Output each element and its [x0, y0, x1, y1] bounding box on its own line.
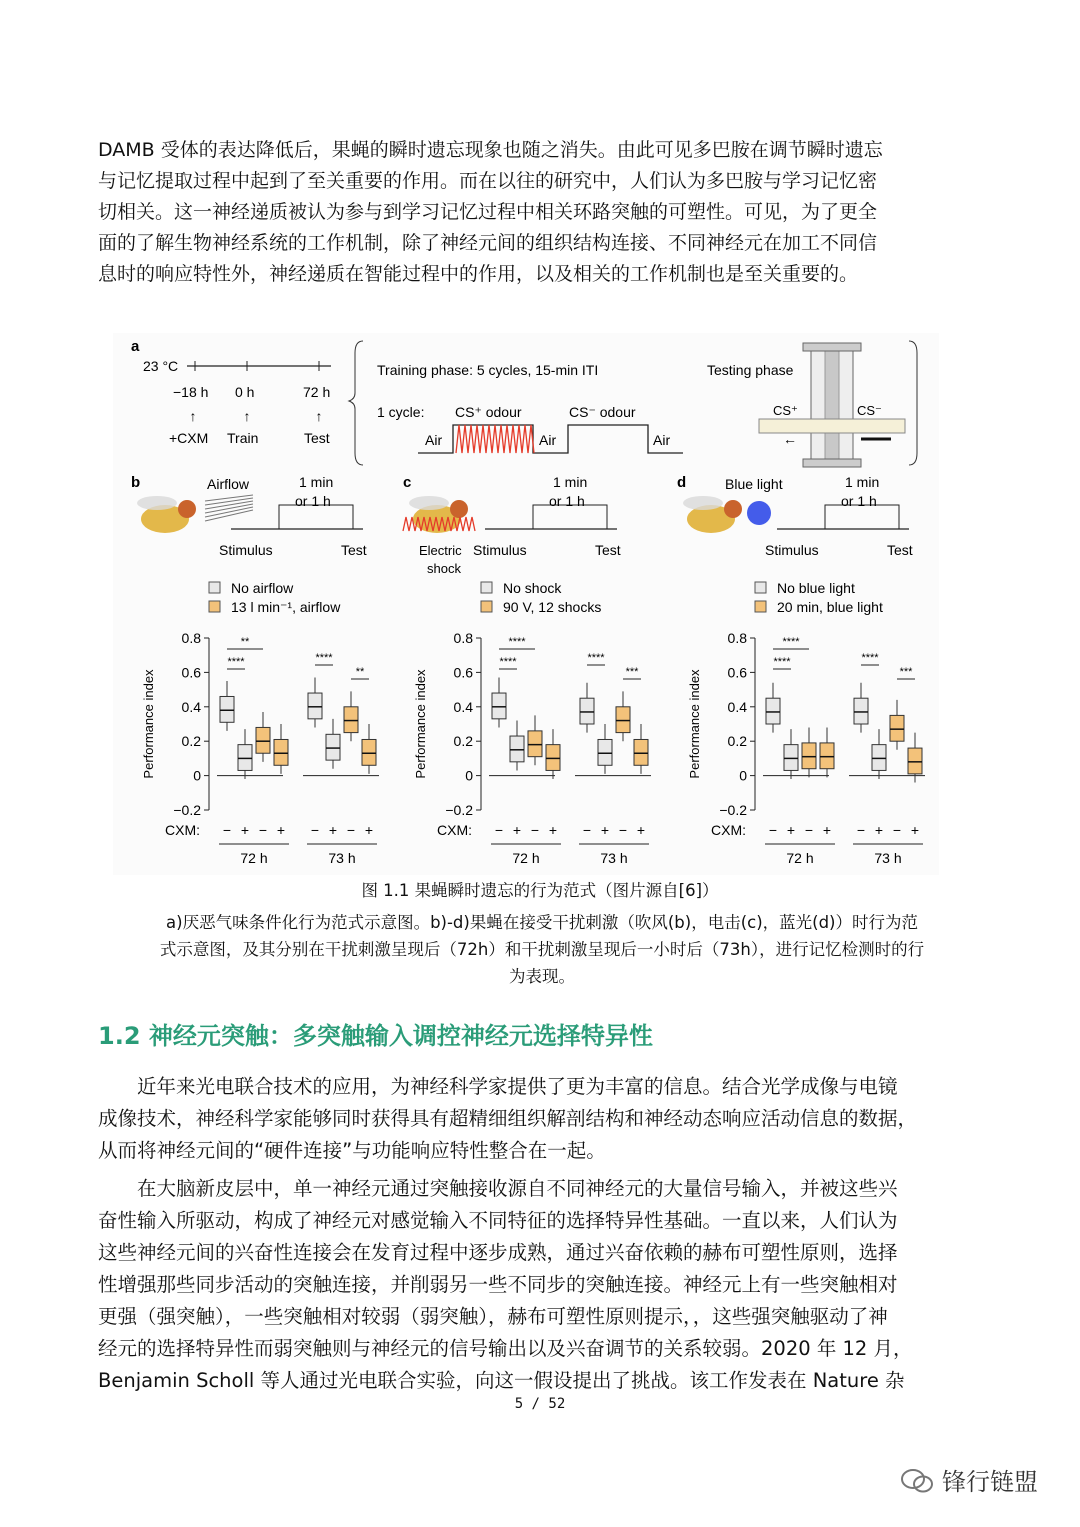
cxm-sign: + — [910, 822, 920, 838]
cxm-sign: + — [786, 822, 796, 838]
sig-label: **** — [227, 656, 245, 668]
y-tick-label: −0.2 — [445, 802, 473, 818]
y-tick-label: 0 — [193, 767, 201, 784]
y-tick-label: 0.4 — [181, 698, 201, 715]
t-maze-core — [825, 347, 839, 463]
test-label: Test — [887, 542, 913, 558]
sig-label: **** — [499, 656, 517, 668]
arrow-up-icon: ↑ — [243, 408, 251, 424]
y-axis-label: Performance index — [141, 669, 156, 779]
cxm-sign: + — [822, 822, 832, 838]
text-line: 经元的选择特异性而弱突触则与神经元的信号输出以及兴奋调节的关系较弱。2020 年 12 月， — [98, 1337, 913, 1360]
t-maze-bottom — [803, 459, 861, 467]
panel-label: d — [677, 474, 687, 491]
interval-label: 1 min — [299, 474, 334, 490]
fly-wing-icon — [683, 496, 723, 510]
sig-label: ** — [355, 666, 365, 678]
legend-label: 90 V, 12 shocks — [503, 599, 602, 615]
text-line: 这些神经元间的兴奋性连接会在发育过程中逐步成熟，通过兴奋依赖的赫布可塑性原则，选择 — [98, 1241, 898, 1264]
legend-swatch — [481, 582, 492, 593]
cxm-sign: − — [258, 822, 268, 838]
box — [528, 731, 542, 757]
box — [256, 727, 270, 753]
box — [634, 739, 648, 765]
box — [908, 748, 922, 774]
box — [580, 698, 594, 724]
y-tick-label: 0.8 — [727, 630, 747, 646]
stimulus-name: Blue light — [725, 476, 783, 492]
legend-swatch — [209, 582, 220, 593]
box — [546, 745, 560, 771]
arrow-left-icon: ← — [783, 431, 797, 447]
cxm-sign: − — [222, 822, 232, 838]
box — [308, 693, 322, 719]
cxm-sign: − — [892, 822, 902, 838]
text-line: 成像技术，神经科学家能够同时获得具有超精细组织解剖结构和神经动态响应活动信息的数据， — [98, 1107, 918, 1130]
text-line: Benjamin Scholl 等人通过光电联合实验，向这一假设提出了挑战。该工作发表在 Nature 杂 — [98, 1369, 905, 1392]
legend-label: No blue light — [777, 580, 855, 596]
panel-label: b — [131, 474, 141, 491]
legend-label: 13 l min⁻¹, airflow — [231, 599, 341, 615]
group-label: 73 h — [328, 850, 356, 866]
test-cs-minus: CS⁻ — [857, 403, 882, 418]
text-line: 奋性输入所驱动，构成了神经元对感觉输入不同特征的选择特异性基础。一直以来，人们认为 — [98, 1209, 898, 1232]
stimulus-name: Airflow — [207, 476, 250, 492]
box — [890, 715, 904, 741]
text-line: 更强（强突触），一些突触相对较弱（弱突触），赫布可塑性原则提示，，这些强突触驱动了神 — [98, 1305, 888, 1328]
watermark-text: 锋行链盟 — [942, 1468, 1038, 1496]
sig-label: **** — [773, 656, 791, 668]
text-line: 从而将神经元间的“硬件连接”与功能响应特性整合在一起。 — [98, 1139, 606, 1162]
box — [220, 696, 234, 722]
text-line: 性增强那些同步活动的突触连接，并削弱另一些不同步的突触连接。神经元上有一些突触相对 — [98, 1273, 898, 1296]
stimulus-name: Electric — [419, 543, 462, 558]
y-tick-label: 0.6 — [181, 664, 201, 681]
air-label: Air — [539, 432, 557, 448]
text-line: 与记忆提取过程中起到了至关重要的作用。而在以往的研究中，人们认为多巴胺与学习记忆密 — [98, 170, 878, 192]
group-label: 72 h — [512, 850, 540, 866]
box — [510, 736, 524, 762]
cxm-sign: + — [276, 822, 286, 838]
cxm-label: CXM: — [711, 822, 746, 838]
caption-line: 为表现。 — [509, 967, 575, 986]
group-label: 73 h — [600, 850, 628, 866]
sig-label: **** — [782, 636, 800, 648]
fly-head-icon — [450, 500, 468, 518]
legend-swatch — [755, 601, 766, 612]
blue-light-icon — [747, 501, 771, 525]
y-tick-label: 0.2 — [453, 733, 473, 750]
legend-swatch — [755, 582, 766, 593]
interval-label: 1 min — [553, 474, 588, 490]
cxm-sign: − — [768, 822, 778, 838]
y-tick-label: −0.2 — [173, 802, 201, 818]
group-label: 72 h — [786, 850, 814, 866]
stimulus-label: Stimulus — [765, 542, 819, 558]
cxm-sign: − — [310, 822, 320, 838]
paragraph-optoelectric — [98, 1071, 986, 1167]
cs-plus-label: CS⁺ odour — [455, 404, 522, 420]
fly-wing-icon — [137, 496, 177, 510]
stimulus-name: shock — [427, 561, 461, 576]
legend-label: 20 min, blue light — [777, 599, 883, 615]
y-tick-label: 0.8 — [181, 630, 201, 646]
cxm-sign: + — [364, 822, 374, 838]
box — [274, 739, 288, 765]
page-number: 5 / 52 — [514, 1396, 566, 1412]
cxm-sign: − — [804, 822, 814, 838]
cxm-sign: − — [530, 822, 540, 838]
fly-wing-icon — [409, 496, 449, 510]
cxm-label: CXM: — [437, 822, 472, 838]
box — [802, 743, 816, 769]
box — [492, 693, 506, 719]
group-label: 72 h — [240, 850, 268, 866]
arrow-up-icon: ↑ — [189, 408, 197, 424]
time-label: 72 h — [303, 384, 331, 400]
cxm-sign: + — [240, 822, 250, 838]
paragraph-intro — [98, 135, 986, 290]
testing-title: Testing phase — [707, 362, 794, 378]
group-label: 73 h — [874, 850, 902, 866]
interval-label: or 1 h — [295, 493, 331, 509]
cxm-sign: − — [582, 822, 592, 838]
cxm-sign: − — [856, 822, 866, 838]
box — [820, 743, 834, 769]
y-axis-label: Performance index — [687, 669, 702, 779]
legend-swatch — [481, 601, 492, 612]
cxm-sign: + — [636, 822, 646, 838]
training-title: Training phase: 5 cycles, 15-min ITI — [377, 362, 599, 378]
y-tick-label: 0 — [465, 767, 473, 784]
air-label: Air — [425, 432, 443, 448]
box — [238, 745, 252, 771]
arrow-up-icon: ↑ — [315, 408, 323, 424]
cxm-sign: − — [618, 822, 628, 838]
y-tick-label: 0 — [739, 767, 747, 784]
sig-label: **** — [315, 652, 333, 664]
y-tick-label: 0.8 — [453, 630, 473, 646]
time-label: 0 h — [235, 384, 255, 400]
cs-minus-label: CS⁻ odour — [569, 404, 636, 420]
event-label: Test — [304, 430, 330, 446]
sig-label: ** — [240, 636, 250, 648]
y-tick-label: −0.2 — [719, 802, 747, 818]
figure-caption-body — [98, 909, 986, 990]
stimulus-label: Stimulus — [219, 542, 273, 558]
paragraph-neocortex — [98, 1173, 986, 1397]
box — [344, 707, 358, 733]
figure-caption-title: 图 1.1 果蝇瞬时遗忘的行为范式（图片源自[6]） — [361, 881, 719, 900]
interval-label: 1 min — [845, 474, 880, 490]
cxm-sign: + — [548, 822, 558, 838]
y-tick-label: 0.6 — [727, 664, 747, 681]
box — [766, 698, 780, 724]
stimulus-label: Stimulus — [473, 542, 527, 558]
y-tick-label: 0.6 — [453, 664, 473, 681]
box — [598, 739, 612, 765]
cxm-label: CXM: — [165, 822, 200, 838]
caption-line: 式示意图，及其分别在干扰刺激呈现后（72h）和干扰刺激呈现后一小时后（73h），进行记忆检测时的行 — [159, 940, 925, 959]
interval-label: or 1 h — [549, 493, 585, 509]
fly-head-icon — [724, 500, 742, 518]
cxm-sign: − — [494, 822, 504, 838]
legend-label: No airflow — [231, 580, 294, 596]
section-heading: 1.2 神经元突触：多突触输入调控神经元选择特异性 — [98, 1022, 653, 1050]
sig-label: **** — [861, 652, 879, 664]
test-label: Test — [595, 542, 621, 558]
box — [616, 707, 630, 733]
time-label: −18 h — [173, 384, 209, 400]
cxm-sign: + — [874, 822, 884, 838]
air-label: Air — [653, 432, 671, 448]
sig-label: **** — [508, 636, 526, 648]
sig-label: **** — [587, 652, 605, 664]
caption-line: a)厌恶气味条件化行为范式示意图。b)-d)果蝇在接受干扰刺激（吹风(b)，电击(c)，蓝光(d)）时行为范 — [166, 913, 918, 932]
box — [784, 745, 798, 771]
text-line: 近年来光电联合技术的应用，为神经科学家提供了更为丰富的信息。结合光学成像与电镜 — [137, 1075, 898, 1098]
y-axis-label: Performance index — [413, 669, 428, 779]
text-line: 面的了解生物神经系统的工作机制，除了神经元间的组织结构连接、不同神经元在加工不同信 — [98, 232, 878, 254]
panel-label: c — [403, 474, 412, 491]
legend-label: No shock — [503, 580, 562, 596]
text-line: DAMB 受体的表达降低后，果蝇的瞬时遗忘现象也随之消失。由此可见多巴胺在调节瞬时遗忘 — [98, 139, 883, 161]
text-line: 息时的响应特性外，神经递质在智能过程中的作用，以及相关的工作机制也是至关重要的。 — [98, 263, 859, 285]
test-cs-plus: CS⁺ — [773, 403, 798, 418]
box — [362, 739, 376, 765]
box — [854, 698, 868, 724]
legend-swatch — [209, 601, 220, 612]
temperature-label: 23 °C — [143, 358, 179, 374]
cxm-sign: + — [512, 822, 522, 838]
event-label: Train — [227, 430, 259, 446]
y-tick-label: 0.2 — [181, 733, 201, 750]
cxm-sign: + — [328, 822, 338, 838]
wechat-icon — [900, 1468, 936, 1494]
fly-head-icon — [178, 500, 196, 518]
figure-1-1 — [113, 333, 939, 875]
test-label: Test — [341, 542, 367, 558]
y-tick-label: 0.4 — [453, 698, 473, 715]
panel-label-a: a — [131, 338, 140, 355]
y-tick-label: 0.4 — [727, 698, 747, 715]
y-tick-label: 0.2 — [727, 733, 747, 750]
sig-label: *** — [625, 666, 639, 678]
box — [872, 745, 886, 771]
event-label: +CXM — [169, 430, 209, 446]
interval-label: or 1 h — [841, 493, 877, 509]
sig-label: *** — [899, 666, 913, 678]
text-line: 切相关。这一神经递质被认为参与到学习记忆过程中相关环路突触的可塑性。可见，为了更全 — [98, 201, 878, 223]
t-maze-top — [803, 343, 861, 351]
cxm-sign: + — [600, 822, 610, 838]
box — [326, 734, 340, 760]
text-line: 在大脑新皮层中，单一神经元通过突触接收源自不同神经元的大量信号输入，并被这些兴 — [137, 1177, 898, 1200]
t-maze-arms — [759, 419, 905, 433]
cycle-label: 1 cycle: — [377, 404, 425, 420]
cxm-sign: − — [346, 822, 356, 838]
